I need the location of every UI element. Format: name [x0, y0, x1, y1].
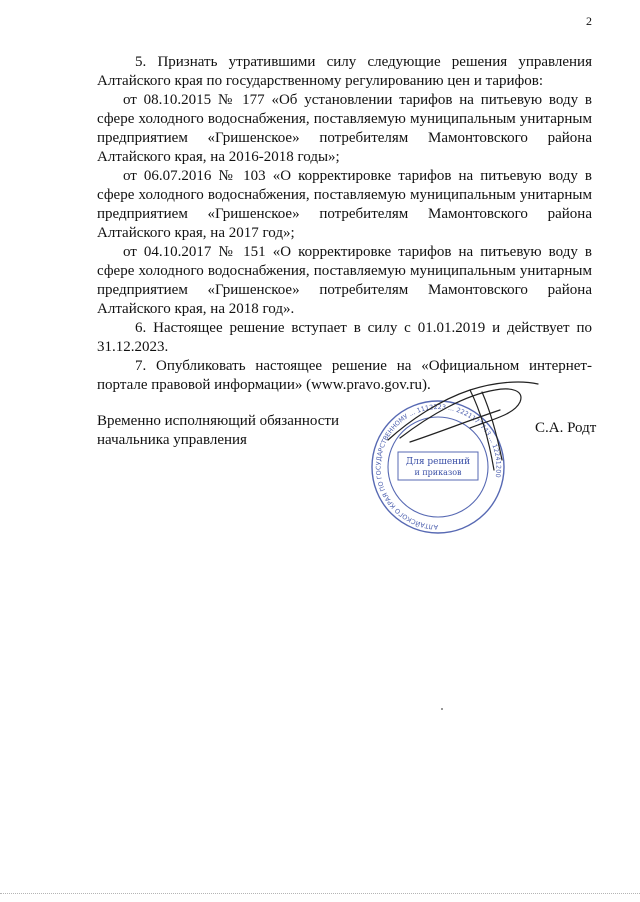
document-body	[97, 53, 592, 395]
page-number: 2	[586, 14, 592, 28]
paragraph-6: 6. Настоящее решение вступает в силу с 01.01.2019 и действует по 31.12.2023.	[97, 320, 592, 355]
stamp-center-line-1: Для решений	[405, 457, 471, 467]
stamp-ring-text: АЛТАЙСКОГО КРАЯ ПО ГОСУДАРСТВЕННОМУ ... 1112223 ... 2221177743 ... 12241200	[374, 402, 503, 532]
scan-speck	[441, 708, 443, 710]
paragraph-5-item-3: от 04.10.2017 № 151 «О корректировке тарифов на питьевую воду в сфере холодного водоснабжения, поставляемую муниципальным унитарным предприятием «Гришенское» потребителям Мамонтовского района Алтайского края, на 2018 год».	[97, 244, 592, 317]
paragraph-5-item-1: от 08.10.2015 № 177 «Об установлении тарифов на питьевую воду в сфере холодного водоснабжения, поставляемую муниципальным унитарным предприятием «Гришенское» потребителям Мамонтовского района Алтайского края, на 2016-2018 годы»;	[97, 92, 592, 165]
signatory-position	[97, 412, 339, 450]
paragraph-7: 7. Опубликовать настоящее решение на «Официальном интернет-портале правовой информации» (www.pravo.gov.ru).	[97, 358, 592, 393]
signatory-position-line-1: Временно исполняющий обязанности	[97, 413, 340, 429]
signer-name: С.А. Родт	[535, 420, 597, 436]
page-bottom-edge	[0, 893, 640, 894]
stamp-center-line-2: и приказов	[414, 468, 462, 477]
signatory-position-line-2: начальника управления	[97, 432, 247, 448]
paragraph-5-item-2: от 06.07.2016 № 103 «О корректировке тарифов на питьевую воду в сфере холодного водоснабжения, поставляемую муниципальным унитарным предприятием «Гришенское» потребителям Мамонтовского района Алтайского края, на 2017 год»;	[97, 168, 592, 241]
official-stamp-with-signature	[370, 380, 545, 540]
stamp-seal	[372, 401, 504, 533]
paragraph-5: 5. Признать утратившими силу следующие решения управления Алтайского края по государственному регулированию цен и тарифов:	[97, 54, 592, 89]
